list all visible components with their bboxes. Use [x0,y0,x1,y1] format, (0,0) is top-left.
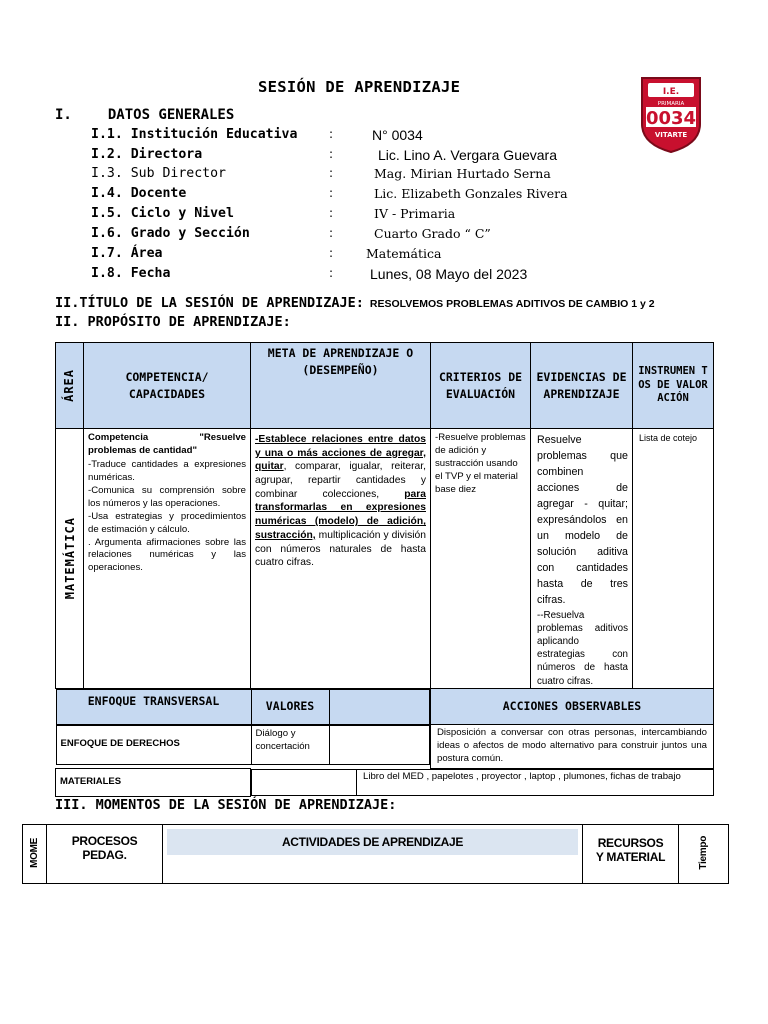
datos-key: I.5. Ciclo y Nivel [91,206,234,221]
acciones-header: ACCIONES OBSERVABLES [431,688,714,725]
meta-cell: -Establece relaciones entre datos y una o más acciones de agregar, quitar, comparar, igualar, reiterar, agrupar, repartir cantidades y combinar colecciones, para transformarlas en expresiones numéricas (modelo) de adición, sustracción, multiplicación y división con números naturales de hasta cuatro cifras. [251,429,431,689]
evidencias-cell: Resuelve problemas que combinen acciones de agregar - quitar; expresándolos en un modelo de solución aditiva con cantidades hasta de tres cifras. --Resuelva problemas aditivos aplicando estrategias con números de hasta cuatro cifras. [531,429,633,689]
header-area: ÁREA [56,343,84,429]
header-instrumentos: INSTRUMEN TOS DE VALORACIÓN [633,343,714,429]
datos-value: N° 0034 [372,127,423,143]
datos-value: Matemática [366,246,442,261]
page-title: SESIÓN DE APRENDIZAJE [258,78,461,96]
datos-separator: : [329,147,334,161]
datos-value: Lic. Lino A. Vergara Guevara [378,147,557,163]
datos-separator: : [329,127,334,141]
header-meta: META DE APRENDIZAJE O (DESEMPEÑO) [251,343,431,429]
momentos-heading: III. MOMENTOS DE LA SESIÓN DE APRENDIZAJE: [55,797,397,813]
datos-separator: : [329,206,334,220]
instrumento-cell: Lista de cotejo [633,429,714,689]
logo-primaria: PRIMARIA [657,101,685,107]
datos-value: Lunes, 08 Mayo del 2023 [370,266,528,282]
criterios-cell: -Resuelve problemas de adición y sustracción usando el TVP y el material base diez [431,429,531,689]
col-recursos: RECURSOS Y MATERIAL [583,825,679,884]
capacidad-item: -Usa estrategias y procedimientos de estimación y cálculo. [88,510,246,535]
datos-key: I.6. Grado y Sección [91,226,250,241]
datos-value: Mag. Mirian Hurtado Serna [374,166,551,181]
proposito-table [55,342,714,797]
logo-number: 0034 [645,108,697,129]
materiales-value: Libro del MED , papelotes , proyector , laptop , plumones, fichas de trabajo [357,770,714,796]
datos-separator: : [329,246,334,260]
header-competencia: COMPETENCIA/ CAPACIDADES [84,343,251,429]
acciones-value: Disposición a conversar con otras personas, intercambiando ideas o afectos de modo alternativo para construir juntos una postura común. [431,725,714,769]
header-evidencias: EVIDENCIAS DE APRENDIZAJE [531,343,633,429]
enfoque-header: ENFOQUE TRANSVERSAL [56,689,251,724]
valores-value: Diálogo y concertación [251,725,329,764]
area-value: MATEMÁTICA [56,429,84,689]
datos-key: I.4. Docente [91,186,187,201]
school-logo [638,74,704,154]
col-tiempo: Tiempo [679,825,729,884]
datos-separator: : [329,226,334,240]
header-criterios: CRITERIOS DE EVALUACIÓN [431,343,531,429]
col-actividades: ACTIVIDADES DE APRENDIZAJE [163,825,583,884]
capacidad-item: -Comunica su comprensión sobre los números y las operaciones. [88,484,246,509]
datos-key: I.3. Sub Director [91,166,226,181]
valores-header: VALORES [251,689,329,724]
competencia-title: Competencia "Resuelve problemas de cantidad" [88,432,246,456]
col-procesos: PROCESOS PEDAG. [47,825,163,884]
datos-separator: : [329,166,334,180]
datos-key: I.8. Fecha [91,266,171,281]
materiales-label: MATERIALES [56,769,251,797]
momentos-table [22,824,729,884]
col-mome: MOME [23,825,47,884]
datos-value: IV - Primaria [374,206,456,221]
titulo-sesion: II.TÍTULO DE LA SESIÓN DE APRENDIZAJE: RESOLVEMOS PROBLEMAS ADITIVOS DE CAMBIO 1 y 2 [55,295,655,311]
datos-separator: : [329,186,334,200]
capacidad-item: -Traduce cantidades a expresiones numéricas. [88,458,246,483]
enfoque-value: ENFOQUE DE DERECHOS [56,725,251,764]
datos-heading: I. DATOS GENERALES [55,107,235,123]
proposito-heading: II. PROPÓSITO DE APRENDIZAJE: [55,314,291,330]
logo-vitarte: VITARTE [654,131,688,139]
datos-value: Lic. Elizabeth Gonzales Rivera [374,186,568,201]
datos-key: I.7. Área [91,246,163,261]
logo-ie: I.E. [662,87,680,97]
capacidad-item: . Argumenta afirmaciones sobre las relaciones numéricas y las operaciones. [88,536,246,574]
datos-key: I.1. Institución Educativa [91,127,298,142]
datos-value: Cuarto Grado “ C” [374,226,491,241]
datos-key: I.2. Directora [91,147,203,162]
competencia-cell [84,429,251,689]
datos-separator: : [329,266,334,280]
